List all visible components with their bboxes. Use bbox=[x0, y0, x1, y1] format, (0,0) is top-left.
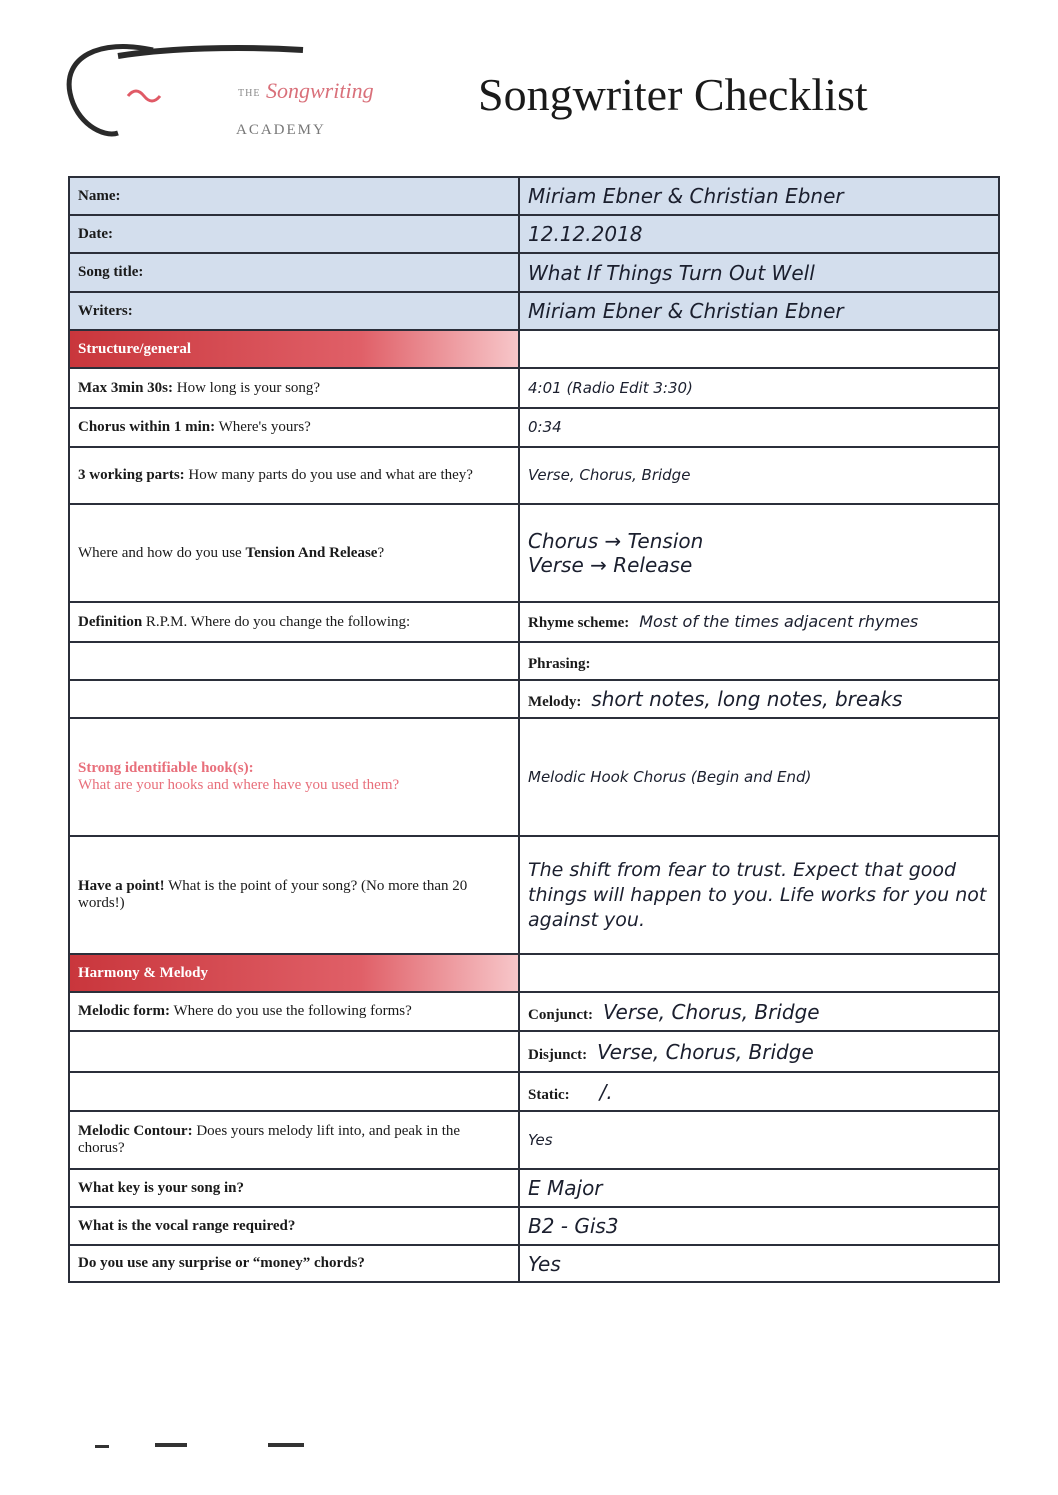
rhyme-label: Rhyme scheme: bbox=[528, 614, 630, 631]
melody-label: Melody: bbox=[528, 694, 582, 710]
max-length-value: 4:01 (Radio Edit 3:30) bbox=[519, 368, 999, 408]
hook-bold: Strong identifiable hook(s): bbox=[78, 760, 254, 776]
money-value: Yes bbox=[519, 1245, 999, 1282]
logo-the: THE bbox=[238, 88, 261, 99]
row-max-length bbox=[69, 368, 999, 408]
key-label: What key is your song in? bbox=[78, 1179, 245, 1196]
working-parts-bold: 3 working parts: bbox=[78, 467, 185, 483]
row-phrasing bbox=[69, 642, 999, 680]
rhyme-value: Most of the times adjacent rhymes bbox=[639, 611, 919, 631]
writers-label: Writers: bbox=[78, 302, 133, 319]
hook-question: What are your hooks and where have you used them? bbox=[78, 777, 400, 793]
footer-mark bbox=[95, 1445, 109, 1448]
row-structure-header bbox=[69, 330, 999, 368]
melodic-form-bold: Melodic form: bbox=[78, 1003, 171, 1019]
money-label: Do you use any surprise or “money” chords? bbox=[78, 1255, 365, 1271]
row-melody bbox=[69, 680, 999, 718]
row-name bbox=[69, 177, 999, 215]
row-date bbox=[69, 215, 999, 253]
phrasing-label: Phrasing: bbox=[528, 656, 591, 672]
max-length-bold: Max 3min 30s: bbox=[78, 379, 173, 396]
melodic-form-question: Where do you use the following forms? bbox=[170, 1003, 412, 1019]
row-contour bbox=[69, 1111, 999, 1169]
row-rhyme bbox=[69, 602, 999, 642]
static-label: Static: bbox=[528, 1086, 570, 1103]
harmony-section-header: Harmony & Melody bbox=[69, 954, 519, 992]
row-writers bbox=[69, 292, 999, 330]
writers-value: Miriam Ebner & Christian Ebner bbox=[519, 292, 999, 330]
song-title-label: Song title: bbox=[78, 264, 144, 280]
tension-question: Where and how do you use bbox=[78, 544, 246, 561]
contour-question: Does yours melody lift into, and peak in the chorus? bbox=[78, 1123, 461, 1156]
point-bold: Have a point! bbox=[78, 878, 165, 894]
checklist-table bbox=[68, 176, 1000, 1283]
logo-script: Songwriting bbox=[266, 78, 374, 103]
range-label: What is the vocal range required? bbox=[78, 1217, 296, 1234]
row-hook bbox=[69, 718, 999, 836]
footer-mark bbox=[155, 1443, 187, 1447]
row-harmony-header bbox=[69, 954, 999, 992]
page-title: Songwriter Checklist bbox=[478, 69, 868, 120]
logo-academy: ACADEMY bbox=[236, 122, 326, 138]
disjunct-label: Disjunct: bbox=[528, 1046, 588, 1063]
disjunct-value: Verse, Chorus, Bridge bbox=[597, 1039, 814, 1064]
contour-value: Yes bbox=[519, 1111, 999, 1169]
chorus-time-bold: Chorus within 1 min: bbox=[78, 419, 216, 435]
contour-bold: Melodic Contour: bbox=[78, 1123, 193, 1139]
chorus-time-question: Where's yours? bbox=[215, 419, 311, 435]
row-tension bbox=[69, 504, 999, 602]
conjunct-label: Conjunct: bbox=[528, 1006, 594, 1023]
hook-value: Melodic Hook Chorus (Begin and End) bbox=[519, 718, 999, 836]
name-value: Miriam Ebner & Christian Ebner bbox=[519, 177, 999, 215]
row-money bbox=[69, 1245, 999, 1282]
chorus-time-value: 0:34 bbox=[519, 408, 999, 447]
date-label: Date: bbox=[78, 225, 113, 242]
row-static bbox=[69, 1072, 999, 1111]
tension-question-mark: ? bbox=[377, 544, 385, 561]
static-value: /. bbox=[599, 1079, 613, 1104]
structure-section-header: Structure/general bbox=[69, 330, 519, 368]
max-length-question: How long is your song? bbox=[173, 379, 321, 396]
tension-value-line1: Chorus → Tension bbox=[528, 529, 704, 553]
row-working-parts bbox=[69, 447, 999, 504]
melody-value: short notes, long notes, breaks bbox=[591, 687, 903, 711]
footer-mark bbox=[268, 1443, 304, 1447]
point-question: What is the point of your song? (No more than 20 words!) bbox=[78, 878, 468, 911]
tension-value-line2: Verse → Release bbox=[528, 553, 693, 577]
conjunct-value: Verse, Chorus, Bridge bbox=[603, 999, 820, 1024]
tension-bold: Tension And Release bbox=[245, 544, 378, 561]
row-key bbox=[69, 1169, 999, 1207]
row-song-title bbox=[69, 253, 999, 292]
name-label: Name: bbox=[78, 187, 121, 204]
rpm-question: R.P.M. Where do you change the following: bbox=[142, 613, 411, 630]
row-range bbox=[69, 1207, 999, 1245]
point-value: The shift from fear to trust. Expect that good things will happen to you. Life works for you not against you. bbox=[519, 836, 999, 954]
key-value: E Major bbox=[519, 1169, 999, 1207]
row-disjunct bbox=[69, 1031, 999, 1072]
song-title-value: What If Things Turn Out Well bbox=[519, 253, 999, 292]
date-value: 12.12.2018 bbox=[519, 215, 999, 253]
working-parts-value: Verse, Chorus, Bridge bbox=[519, 447, 999, 504]
row-conjunct bbox=[69, 992, 999, 1031]
working-parts-question: How many parts do you use and what are they? bbox=[184, 467, 473, 483]
songwriting-academy-logo bbox=[58, 38, 374, 148]
row-chorus-time bbox=[69, 408, 999, 447]
rpm-bold: Definition bbox=[78, 613, 143, 630]
row-point bbox=[69, 836, 999, 954]
range-value: B2 - Gis3 bbox=[519, 1207, 999, 1245]
